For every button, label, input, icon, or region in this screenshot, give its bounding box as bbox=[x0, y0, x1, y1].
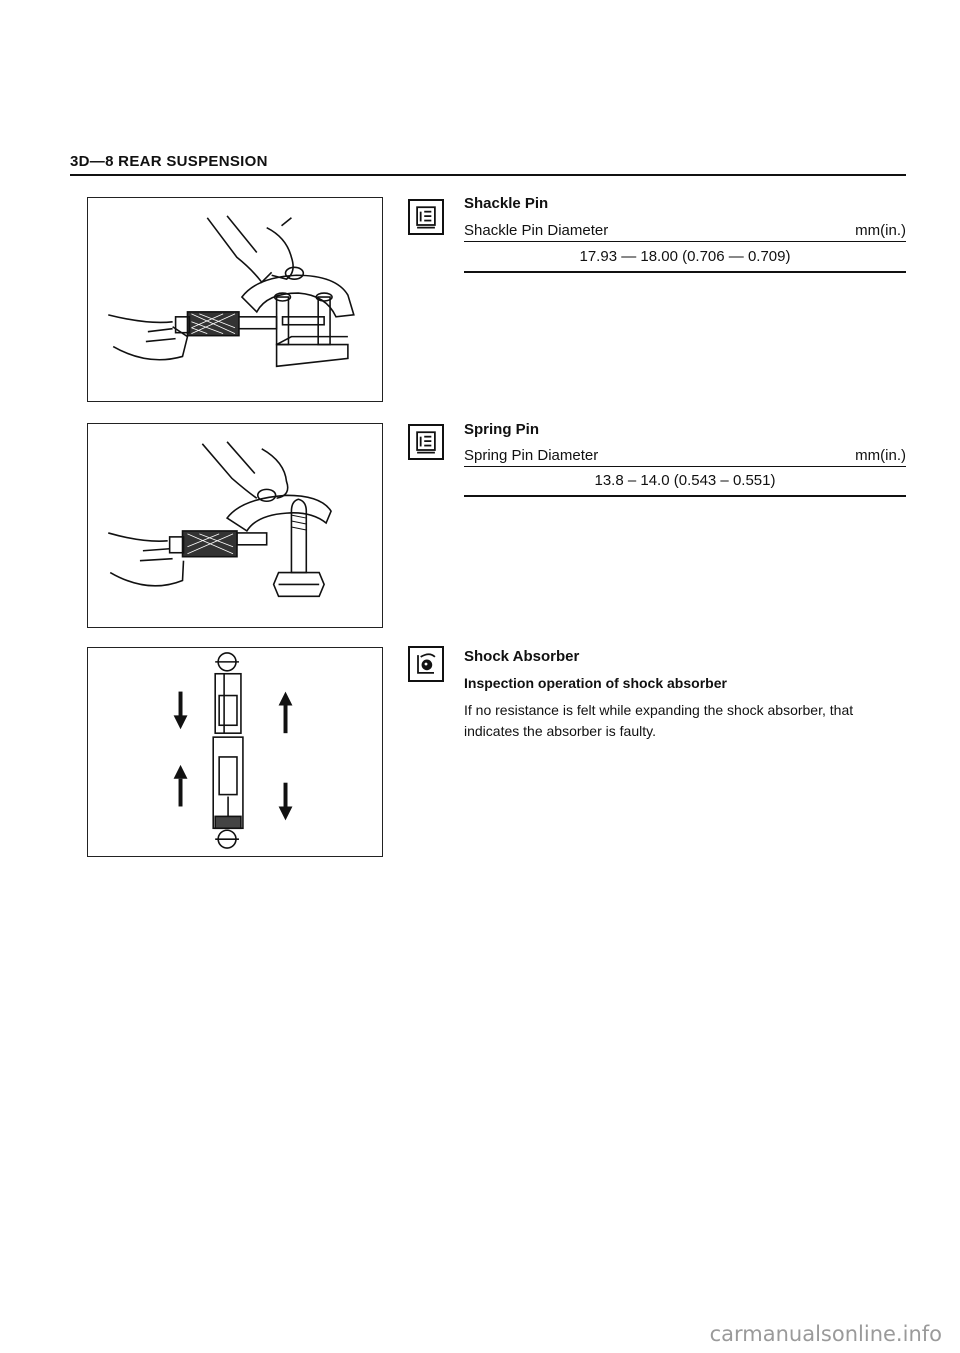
measure-icon bbox=[408, 424, 444, 460]
measure-icon bbox=[408, 199, 444, 235]
section-title-shock-absorber: Shock Absorber bbox=[464, 648, 580, 665]
spec-unit: mm(in.) bbox=[855, 222, 906, 239]
header-rule bbox=[70, 174, 906, 176]
micrometer-shackle-pin-illustration bbox=[87, 197, 383, 402]
spec-label: Spring Pin Diameter bbox=[464, 447, 599, 464]
spec-row-spring-pin bbox=[464, 447, 906, 467]
inspect-icon bbox=[408, 646, 444, 682]
spec-unit: mm(in.) bbox=[855, 447, 906, 464]
shock-absorber-illustration bbox=[87, 647, 383, 857]
section-title-shackle-pin: Shackle Pin bbox=[464, 195, 549, 212]
sub-heading-inspection: Inspection operation of shock absorber bbox=[464, 675, 727, 691]
watermark: carmanualsonline.info bbox=[709, 1322, 942, 1346]
micrometer-spring-pin-illustration bbox=[87, 423, 383, 628]
spec-value-shackle-pin: 17.93 — 18.00 (0.706 — 0.709) bbox=[464, 248, 906, 273]
spec-value-spring-pin: 13.8 – 14.0 (0.543 – 0.551) bbox=[464, 472, 906, 497]
spec-row-shackle-pin bbox=[464, 222, 906, 242]
body-text-shock-absorber: If no resistance is felt while expanding the shock absorber, that indicates the absorber is faulty. bbox=[464, 702, 854, 739]
spec-label: Shackle Pin Diameter bbox=[464, 222, 609, 239]
section-title-spring-pin: Spring Pin bbox=[464, 421, 539, 438]
page-header: 3D—8 REAR SUSPENSION bbox=[70, 153, 268, 170]
